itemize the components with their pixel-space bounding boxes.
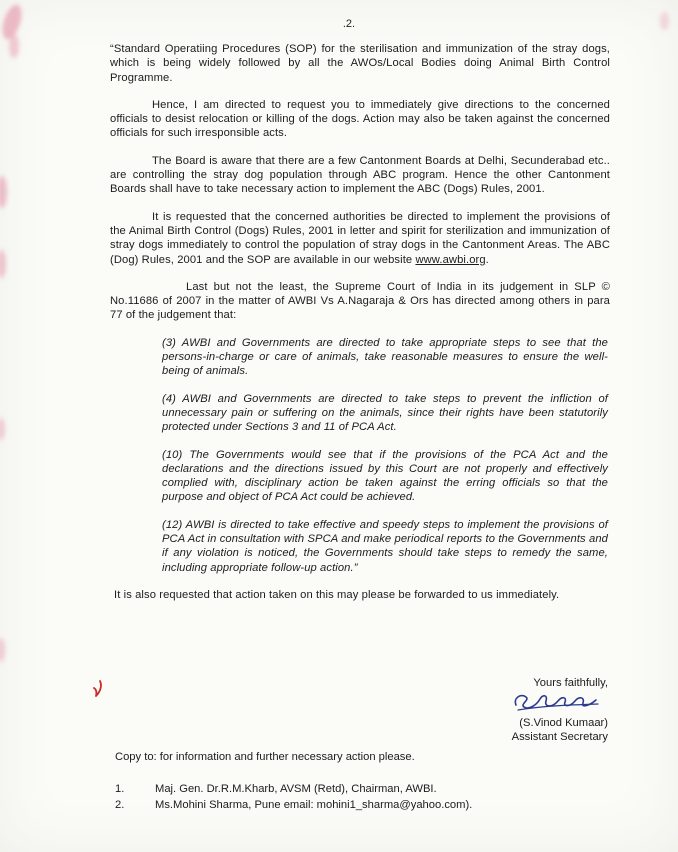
paragraph-cantonment-boards: The Board is aware that there are a few Cantonment Boards at Delhi, Secunderabad etc.. are controlling the stray dog population through ABC program. Hence the other Cantonment Boards shall have to take necessary action to implement the ABC (Dogs) Rules, 2001.: [110, 154, 610, 196]
quote-para-12: (12) AWBI is directed to take effective and speedy steps to implement the provisions of PCA Act in consultation with SPCA and make periodical reports to the Governments and if any violation is noticed, the Governments should take steps to remedy the same, including appropriate follow-up action.”: [162, 518, 608, 574]
paragraph-abc-rules: [110, 210, 610, 267]
recipient-row: [115, 798, 605, 812]
paragraph-sop: “Standard Operatiing Procedures (SOP) for the sterilisation and immunization of the stray dogs, which is being widely followed by all the AWOs/Local Bodies doing Animal Birth Control Programme.: [110, 43, 610, 84]
signature-block: [428, 676, 608, 744]
signatory-title: Assistant Secretary: [511, 731, 608, 743]
recipient-number: 1.: [115, 783, 125, 795]
scan-artifact-smudge: [0, 176, 7, 208]
paragraph-closing: It is also requested that action taken on this may please be forwarded to us immediately.: [114, 588, 560, 601]
scan-artifact-smudge: [0, 418, 5, 440]
recipient-text: Ms.Mohini Sharma, Pune email: mohini1_sharma@yahoo.com).: [155, 799, 473, 811]
scan-artifact-smudge: [9, 34, 19, 58]
signatory-name: (S.Vinod Kumaar): [519, 717, 608, 729]
website-link: www.awbi.org: [415, 253, 486, 266]
judgement-quotes: [162, 336, 608, 575]
letter-footer: [115, 750, 605, 814]
quote-para-4: (4) AWBI and Governments are directed to take steps to prevent the infliction of unnecessary pain or suffering on the animals, since their rights have been statutorily protected under Sections 3 and 11 of PCA Act.: [162, 392, 608, 434]
recipient-text: Maj. Gen. Dr.R.M.Kharb, AVSM (Retd), Chairman, AWBI.: [155, 783, 437, 795]
paragraph-abc-rules-text: It is requested that the concerned authorities be directed to implement the provisions of the Animal Birth Control (Dogs) Rules, 2001 in letter and spirit for sterilization and immunization of stray dogs immediately to control the population of stray dogs in the Cantonment Areas. The ABC (Dog) Rules, 2001 and the SOP are available in our website: [110, 210, 610, 266]
copy-to-line: Copy to: for information and further necessary action please.: [115, 751, 415, 763]
valediction: Yours faithfully,: [533, 677, 608, 689]
handwritten-signature: [508, 691, 604, 715]
recipient-row: [115, 782, 605, 796]
paragraph-abc-rules-period: .: [485, 253, 489, 266]
paragraph-request-directions: Hence, I am directed to request you to immediately give directions to the concerned officials to desist relocation or killing of the dogs. Action may also be taken against the concerned officials for such irresponsible acts.: [110, 98, 610, 140]
paragraph-supreme-court: Last but not the least, the Supreme Court of India in its judgement in SLP © No.11686 of 2007 in the matter of AWBI Vs A.Nagaraja & Ors has directed among others in para 77 of the judgement that:: [110, 280, 610, 322]
quote-para-10: (10) The Governments would see that if the provisions of the PCA Act and the declarations and the directions issued by this Court are not properly and effectively complied with, disciplinary action be taken against the erring officials so that the purpose and object of PCA Act could be achieved.: [162, 448, 608, 504]
recipient-number: 2.: [115, 799, 125, 811]
letter-body: [110, 42, 610, 615]
page-number: .2.: [342, 18, 356, 30]
scan-artifact-smudge: [0, 250, 6, 278]
quote-para-3: (3) AWBI and Governments are directed to take appropriate steps to see that the persons-in-charge or care of animals, take reasonable measures to ensure the well-being of animals.: [162, 336, 608, 378]
scan-artifact-smudge: [0, 638, 5, 662]
red-pen-mark: [92, 680, 104, 698]
